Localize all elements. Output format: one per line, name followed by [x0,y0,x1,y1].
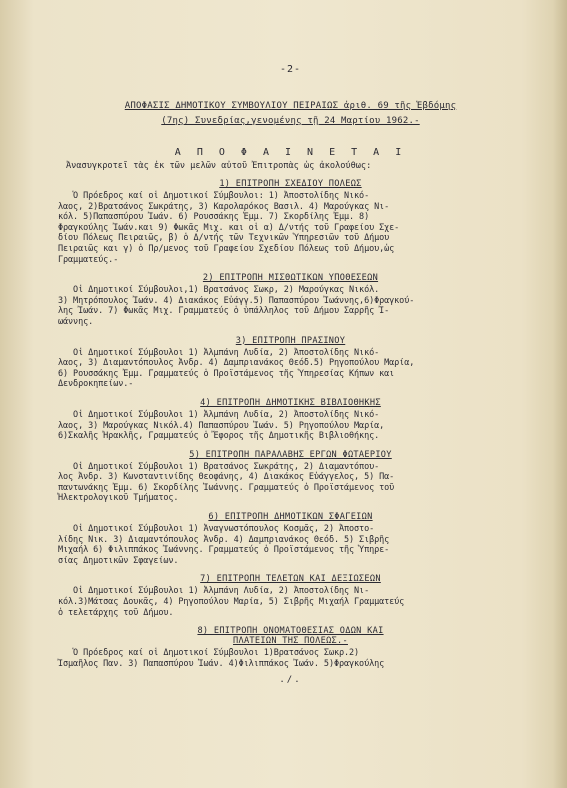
committee-section-3 [58,336,523,390]
committee-section-1 [58,179,523,265]
section-title: 3) ΕΠΙΤΡΟΠΗ ΠΡΑΣΙΝΟΥ [235,335,346,346]
section-title: 8) ΕΠΙΤΡΟΠΗ ΟΝΟΜΑΤΟΘΕΣΙΑΣ ΟΔΩΝ ΚΑΙ ΠΛΑΤΕΙΩΝ ΤΗΣ ΠΟΛΕΩΣ.- [197,626,384,647]
decree-title: Α Π Ο Φ Α Ι Ν Ε Τ Α Ι [174,147,407,158]
committee-section-6 [58,512,523,566]
section-body: Οἱ Δημοτικοί Σύμβουλοι 1) Ἀλμπάνη Λυδία, 2) Ἀποστολίδης Νικό- λαος, 3) Μαρούγκας Νικόλ.4) Παπασπύρου Ἰωάν. 5) Ρηγοπούλου Μαρία, 6)Σκαλῆς Ἠρακλῆς, Γραμματεύς ὁ Ἔφορος τῆς Δημοτικῆς Βιβλιοθήκης. [58,409,385,442]
intro-text: Ἀνασυγκροτεῖ τὰς ἐκ τῶν μελῶν αὐτοῦ Ἐπιτροπὰς ὡς ἀκολούθως: [66,161,372,171]
committee-section-2 [58,273,523,327]
committee-section-7 [58,574,523,618]
section-body: Ὁ Πρόεδρος καί οἱ Δημοτικοί Σύμβουλοι 1)Βρατσάνος Σωκρ.2) Ἰσμαῆλος Παν. 3) Παπασπύρου Ἰωάν. 4)Φιλιππάκος Ἰωάν. 5)Φραγκούλης [58,648,385,669]
decision-header-line-1: ΑΠΟΦΑΣΙΣ ΔΗΜΟΤΙΚΟΥ ΣΥΜΒΟΥΛΙΟΥ ΠΕΙΡΑΙΩΣ ἀριθ. 69 τῆς Ἑβδόμης [124,101,457,111]
section-title: 1) ΕΠΙΤΡΟΠΗ ΣΧΕΔΙΟΥ ΠΟΛΕΩΣ [219,179,362,189]
section-title: 2) ΕΠΙΤΡΟΠΗ ΜΙΣΘΩΤΙΚΩΝ ΥΠΟΘΕΣΕΩΝ [202,273,379,284]
page-edge-shadow [553,0,567,788]
section-title: 5) ΕΠΙΤΡΟΠΗ ΠΑΡΑΛΑΒΗΣ ΕΡΓΩΝ ΦΩΤΑΕΡΙΟΥ [189,449,392,460]
section-body: Οἱ Δημοτικοί Σύμβουλοι 1) Ἀλμπάνη Λυδία, 2) Ἀποστολίδης Νικό- λαος, 3) Διαμαντόπουλος Ἀνδρ. 4) Δαμπριανάκος Θεόδ.5) Ρηγοπούλου Μαρία, 6) Ρουσσάκης Ἐμμ. Γραμματεύς ὁ Προϊστάμενος τῆς Ὑπηρεσίας Κήπων και Δενδροκηπείων.- [58,347,415,390]
section-body: Οἱ Δημοτικοί Σύμβουλοι 1) Ἀλμπάνη Λυδία, 2) Ἀποστολίδης Νι- κόλ.3)Μάτσας Δουκᾶς, 4) Ρηγοπούλου Μαρία, 5) Σιβρῆς Μιχαήλ Γραμματεύς ὁ τελετάρχης τοῦ Δήμου. [58,586,405,618]
page-number: -2- [279,64,302,75]
committee-section-5 [58,450,523,504]
decision-header-line-2: (7ης) Συνεδρίας,γενομένης τῇ 24 Μαρτίου 1962.- [161,116,420,126]
section-body: Οἱ Δημοτικοί Σύμβουλοι 1) Ἀναγνωστόπουλος Κοσμᾶς, 2) Ἀποστο- λίδης Νικ. 3) Διαμαντόπουλος Ἀνδρ. 4) Δαμπριανάκος Θεόδ. 5) Σιβρῆς Μιχαήλ 6) Φιλιππάκος Ἰωάννης. Γραμματεύς ὁ Προϊστάμενος τῆς Ὑπηρε- σίας Δημοτικῶν Σφαγείων. [58,524,390,566]
section-title: 7) ΕΠΙΤΡΟΠΗ ΤΕΛΕΤΩΝ ΚΑΙ ΔΕΞΙΩΣΕΩΝ [200,574,381,585]
section-title: 6) ΕΠΙΤΡΟΠΗ ΔΗΜΟΤΙΚΩΝ ΣΦΑΓΕΙΩΝ [208,512,373,523]
section-body: Οἱ Δημοτικοί Σύμβουλοι,1) Βρατσάνος Σωκρ, 2) Μαρούγκας Νικόλ. 3) Μητρόπουλος Ἰωάν. 4) Διακάκος Εὐάγγ.5) Παπασπύρου Ἰωάννης,6)Φραγκού- λης Ἰωάν. 7) Φωκᾶς Μιχ. Γραμματεύς ὁ ὑπάλληλος τοῦ Δήμου Σαρρῆς Ἰ- ωάννης. [58,285,415,327]
committee-section-4 [58,398,523,442]
section-body: Ὁ Πρόεδρος καί οἱ Δημοτικοί Σύμβουλοι: 1) Ἀποστολίδης Νικό- λαος, 2)Βρατσάνος Σωκράτης, 3) Καρολαρόκος Βασιλ. 4) Μαρούγκας Νι- κόλ. 5)Παπασπύρου Ἰωάν. 6) Ρουσσάκης Ἐμμ. 7) Σκορδίλης Ἐμμ. 8) Φραγκούλης Ἰωάν.και 9) Φωκᾶς Μιχ. και οἱ α) Δ/ντής τοῦ Γραφείου Σχε- δίου Πόλεως Πειραιῶς, β) ὁ Δ/ντής τῶν Τεχνικῶν Ὑπηρεσιῶν τοῦ Δήμου Πειραιῶς και γ) ὁ Πρ/μενος τοῦ Γραφείου Σχεδίου Πόλεως τοῦ Δήμου,ὡς Γραμματεύς.- [58,191,400,265]
committee-section-8 [58,626,523,669]
section-title: 4) ΕΠΙΤΡΟΠΗ ΔΗΜΟΤΙΚΗΣ ΒΙΒΛΙΟΘΗΚΗΣ [200,397,381,408]
continuation-mark: ./. [279,675,302,686]
section-body: Οἱ Δημοτικοί Σύμβουλοι 1) Βρατσάνος Σωκράτης, 2) Διαμαντόπου- λος Ἀνδρ. 3) Κωνσταντινίδης Θεοφάνης, 4) Διακάκος Εὐάγγελος, 5) Πα- παντωνάκης Ἐμμ. 6) Σκορδίλης Ἰωάννης. Γραμματεύς ὁ Προϊστάμενος τοῦ Ἠλεκτρολογικοῦ Τμήματος. [58,461,395,504]
